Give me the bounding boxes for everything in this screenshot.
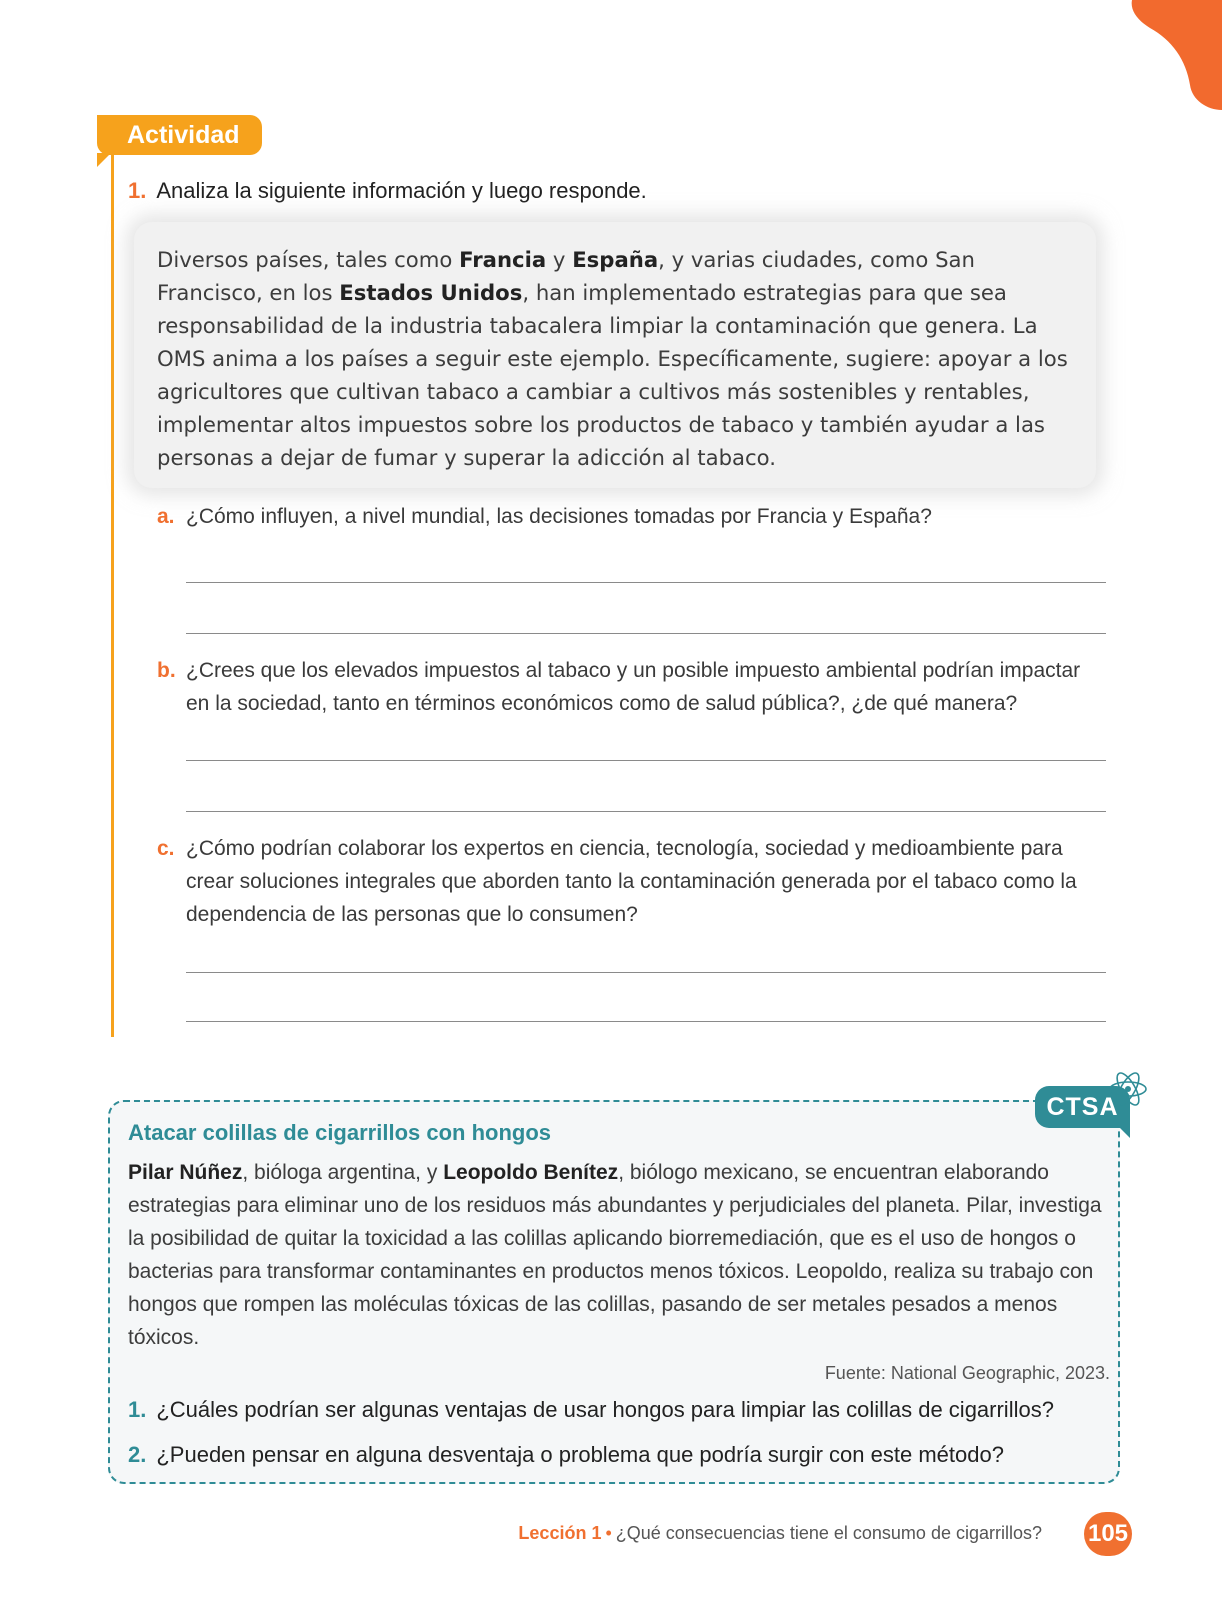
corner-decoration (1112, 0, 1222, 110)
sub-question-letter: b. (157, 659, 176, 682)
sub-question-b (157, 654, 1101, 720)
atom-icon (1107, 1068, 1149, 1110)
answer-line-a2[interactable] (186, 633, 1106, 634)
bold-francia: Francia (459, 247, 547, 272)
answer-line-c2[interactable] (186, 1021, 1106, 1022)
answer-line-c1[interactable] (186, 972, 1106, 973)
sub-question-text: ¿Cómo influyen, a nivel mundial, las decisiones tomadas por Francia y España? (186, 505, 932, 528)
bold-leopoldo: Leopoldo Benítez (443, 1161, 619, 1184)
ctsa-question-1 (128, 1397, 1054, 1423)
footer-separator: • (605, 1523, 612, 1543)
bold-pilar: Pilar Núñez (128, 1161, 243, 1184)
sub-question-letter: c. (157, 837, 175, 860)
ctsa-title: Atacar colillas de cigarrillos con hongos (128, 1120, 552, 1145)
lesson-title: ¿Qué consecuencias tiene el consumo de cigarrillos? (615, 1523, 1042, 1543)
sub-question-letter: a. (157, 505, 175, 528)
ctsa-question-text: ¿Pueden pensar en alguna desventaja o problema que podría surgir con este método? (156, 1442, 1004, 1467)
ctsa-question-text: ¿Cuáles podrían ser algunas ventajas de usar hongos para limpiar las colillas de cigarrillos? (156, 1397, 1054, 1422)
answer-line-b1[interactable] (186, 760, 1106, 761)
answer-line-a1[interactable] (186, 582, 1106, 583)
question-number: 1. (128, 178, 147, 203)
activity-question (128, 178, 647, 204)
answer-line-b2[interactable] (186, 811, 1106, 812)
info-text: Diversos países, tales como Francia y España, y varias ciudades, como San Francisco, en los Estados Unidos, han implementado estrategias para que sea responsabilidad de la industria tabacalera limpiar la contaminación que genera. La OMS anima a los países a seguir este ejemplo. Específicamente, sugiere: apoyar a los agricultores que cultivan tabaco a cambiar a cultivos más sostenibles y rentables, implementar altos impuestos sobre los productos de tabaco y también ayudar a las personas a dejar de fumar y superar la adicción al tabaco. (157, 247, 1068, 470)
question-text: Analiza la siguiente información y luego responde. (156, 178, 647, 203)
activity-tab: Actividad (97, 115, 262, 155)
activity-side-line (111, 155, 114, 1037)
ctsa-question-number: 2. (128, 1442, 147, 1467)
sub-question-a (157, 500, 1101, 533)
bold-espana: España (572, 247, 659, 272)
ctsa-body: Pilar Núñez, bióloga argentina, y Leopoldo Benítez, biólogo mexicano, se encuentran elaborando estrategias para eliminar uno de los residuos más abundantes y perjudiciales del planeta. Pilar, investiga la posibilidad de quitar la toxicidad a las colillas aplicando biorremediación, que es el uso de hongos o bacterias para transformar contaminantes en productos menos tóxicos. Leopoldo, realiza su trabajo con hongos que rompen las moléculas tóxicas de las colillas, pasando de ser metales pesados a menos tóxicos. (128, 1161, 1102, 1349)
footer-lesson (518, 1523, 1042, 1544)
ctsa-question-2 (128, 1442, 1004, 1468)
ctsa-question-number: 1. (128, 1397, 147, 1422)
sub-question-text: ¿Crees que los elevados impuestos al tabaco y un posible impuesto ambiental podrían impactar en la sociedad, tanto en términos económicos como de salud pública?, ¿de qué manera? (186, 659, 1081, 715)
lesson-label: Lección 1 (518, 1523, 602, 1543)
sub-question-text: ¿Cómo podrían colaborar los expertos en ciencia, tecnología, sociedad y medioambiente para crear soluciones integrales que aborden tanto la contaminación generada por el tabaco como la dependencia de las personas que lo consumen? (186, 837, 1077, 926)
sub-question-c (157, 832, 1101, 931)
ctsa-tab: CTSA (1035, 1086, 1130, 1128)
page-number: 105 (1084, 1512, 1132, 1556)
bold-estados-unidos: Estados Unidos (339, 280, 523, 305)
ctsa-source: Fuente: National Geographic, 2023. (824, 1363, 1110, 1383)
